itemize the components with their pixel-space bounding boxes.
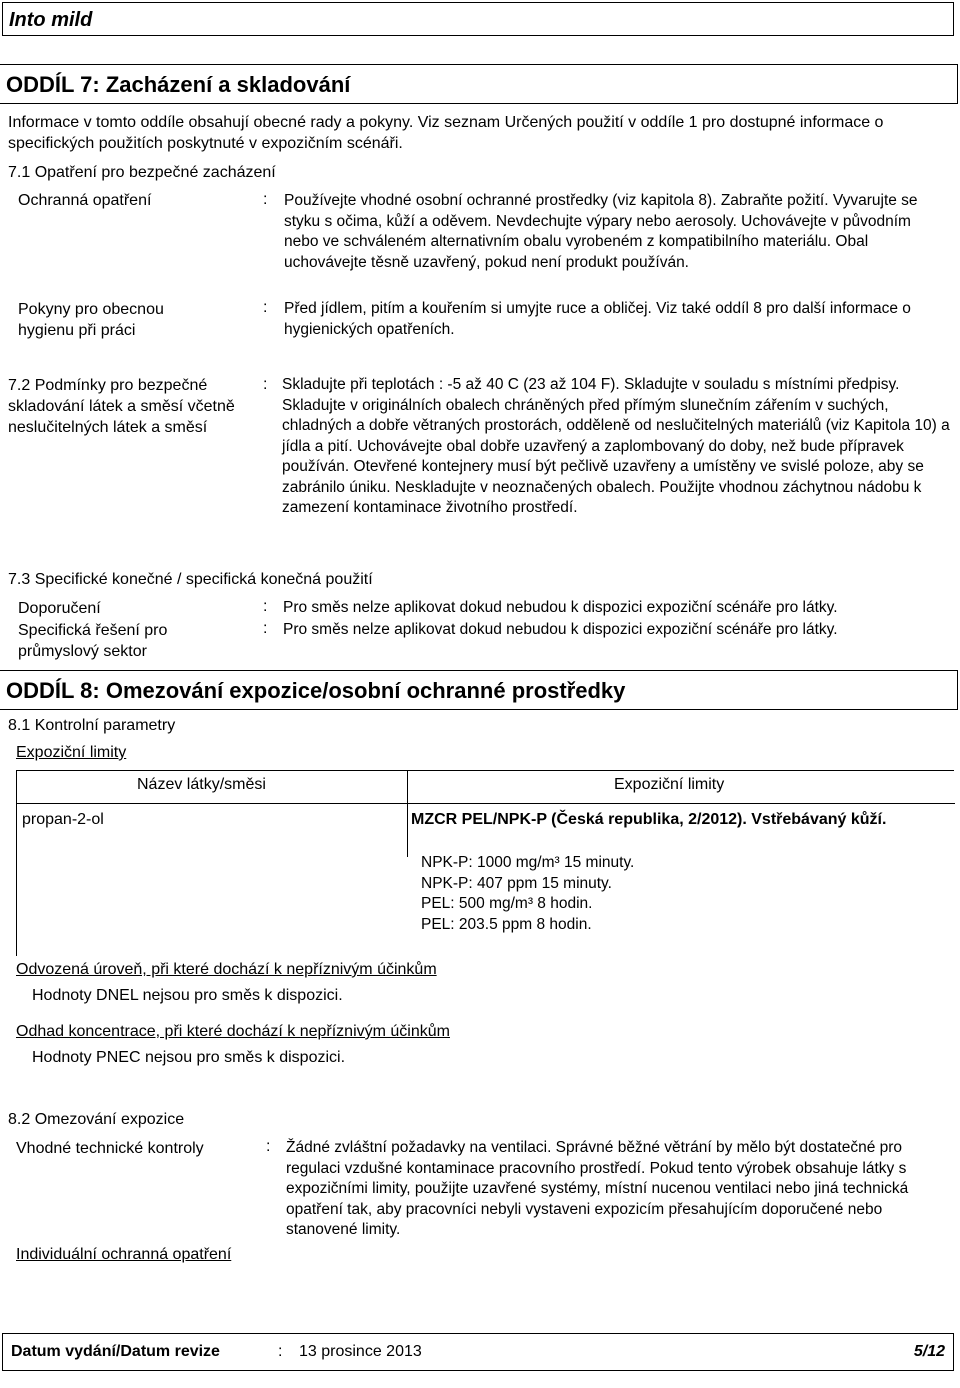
section-7-intro: Informace v tomto oddíle obsahují obecné rady a pokyny. Viz seznam Určených použití v oddíle 1 pro dostupné informace o specifických použitích poskytnuté v expozičním scénáři. [8,114,884,152]
dnel-heading: Odvozená úroveň, při které dochází k nepříznivým účinkům [16,961,437,978]
colon: : [263,598,268,615]
table-divider [407,803,955,804]
page-number: 5/12 [913,1343,945,1360]
issue-date-label: Datum vydání/Datum revize [11,1343,220,1360]
subsection-8-2-title: 8.2 Omezování expozice [8,1111,185,1128]
table-cell-substance: propan-2-ol [22,811,104,828]
industry-solutions-label: Specifická řešení pro průmyslový sektor [18,622,168,660]
limit-value: PEL: 203.5 ppm 8 hodin. [421,915,592,933]
limit-value: NPK-P: 1000 mg/m³ 15 minuty. [421,854,635,871]
table-cell-limit-values [421,853,634,935]
industry-solutions-value: Pro směs nelze aplikovat dokud nebudou k dispozici expoziční scénáře pro látky. [283,621,838,638]
colon: : [278,1343,283,1360]
limit-value: PEL: 500 mg/m³ 8 hodin. [421,895,593,912]
document-footer [2,1333,954,1371]
section-7-header [0,64,958,104]
table-cell-regulation: MZCR PEL/NPK-P (Česká republika, 2/2012). Vstřebávaný kůží. [411,811,887,828]
exposure-limits-heading: Expoziční limity [16,744,127,761]
storage-conditions-value: Skladujte při teplotách : -5 až 40 C (23 až 104 F). Skladujte v souladu s místními předpisy. Skladujte v originálních obalech chráněných před přímým slunečním zářením v suchých, chladných a dobře větraných prostorách, odděleně od neslučitelných materiálů (viz Kapitola 10) a jídla a pití. Uchovávejte obal dobře uzavřený a zaplombovaný do doby, než bude přípravek používán. Otevřené kontejnery musí být pečlivě uzavřeny a umístěny ve svislé poloze, aby se zabránilo úniku. Neskladujte v neoznačených obalech. Použijte vhodnou záchytnou nádobu k zamezení kontaminace životního prostředí. [282,376,950,516]
hygiene-value: Před jídlem, pitím a kouřením si umyjte ruce a obličej. Viz také oddíl 8 pro další informace o hygienických opatřeních. [284,300,911,338]
colon: : [263,191,268,208]
protective-measures-value: Používejte vhodné osobní ochranné prostředky (viz kapitola 8). Zabraňte požití. Vyvarujte se styku s očima, kůží a oděvem. Nevdechujte výpary nebo aerosoly. Uchovávejte v původním nebo ve schváleném alternativním obalu vyrobeném z kompatibilního materiálu. Obal uchovávejte těsně uzavřený, pokud není produkt používán. [284,192,918,271]
colon: : [263,299,268,316]
table-divider [407,771,408,857]
subsection-7-1-title: 7.1 Opatření pro bezpečné zacházení [8,164,276,181]
individual-protection-heading: Individuální ochranná opatření [16,1246,232,1263]
protective-measures-label: Ochranná opatření [18,192,152,209]
subsection-7-3-title: 7.3 Specifické konečné / specifická konečná použití [8,571,373,588]
table-divider [17,803,407,804]
recommendations-label: Doporučení [18,600,101,617]
hygiene-label: Pokyny pro obecnou hygienu při práci [18,301,164,339]
colon: : [266,1138,271,1155]
section-7-title: ODDÍL 7: Zacházení a skladování [6,72,351,97]
section-8-title: ODDÍL 8: Omezování expozice/osobní ochranné prostředky [6,678,626,703]
subsection-7-2-title: 7.2 Podmínky pro bezpečné skladování látek a směsí včetně neslučitelných látek a směsí [8,377,235,436]
colon: : [263,376,268,393]
colon: : [263,620,268,637]
dnel-text: Hodnoty DNEL nejsou pro směs k dispozici. [32,987,343,1004]
pnec-text: Hodnoty PNEC nejsou pro směs k dispozici. [32,1049,346,1066]
engineering-controls-value: Žádné zvláštní požadavky na ventilaci. Správné běžné větrání by mělo být dostatečné pro regulaci vzdušné kontaminace pracovního prostředí. Pokud tento výrobek obsahuje látky s expozičními limity, použijte uzavřené systémy, místní nucenou ventilaci nebo jiná technická opatření tak, aby pracovníci nebyli vystaveni expozicím přesahujícím doporučené nebo stanovené limity. [286,1139,909,1238]
subsection-8-1-title: 8.1 Kontrolní parametry [8,717,176,734]
engineering-controls-label: Vhodné technické kontroly [16,1140,204,1157]
limit-value: NPK-P: 407 ppm 15 minuty. [421,874,612,892]
table-header-substance: Název látky/směsi [137,776,266,793]
document-header [2,2,954,36]
issue-date-value: 13 prosince 2013 [299,1343,422,1360]
product-name: Into mild [9,9,93,31]
pnec-heading: Odhad koncentrace, při které dochází k nepříznivým účinkům [16,1023,450,1040]
table-header-limits: Expoziční limity [614,776,725,793]
section-8-header [0,670,958,710]
recommendations-value: Pro směs nelze aplikovat dokud nebudou k dispozici expoziční scénáře pro látky. [283,599,838,616]
